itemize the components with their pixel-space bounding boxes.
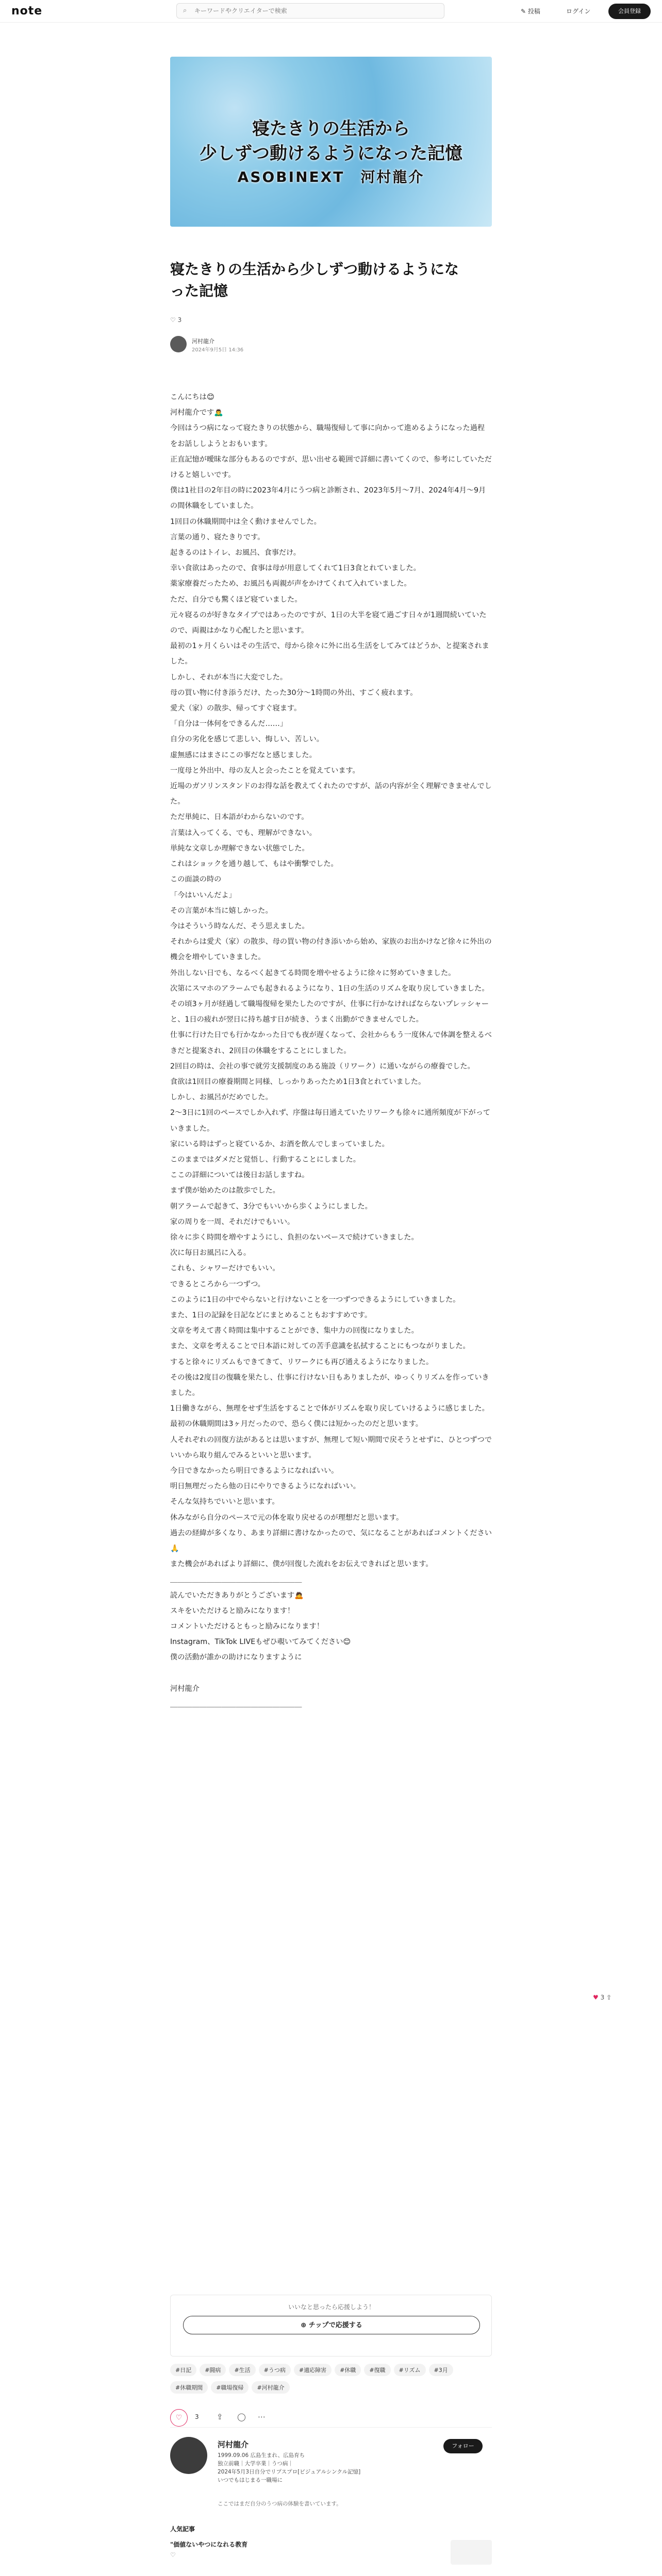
signup-button[interactable]: 会員登録 bbox=[608, 4, 651, 19]
tag-chip[interactable]: #3月 bbox=[429, 2364, 453, 2376]
article-paragraph: 今はそういう時なんだ、そう思えました。 bbox=[170, 922, 309, 930]
search-input[interactable] bbox=[194, 6, 437, 15]
article-paragraph: 自分の劣化を感じて悲しい、悔しい、苦しい。 bbox=[170, 735, 324, 744]
search-icon: ⌕ bbox=[183, 7, 187, 14]
article-banner bbox=[170, 57, 492, 227]
tag-list bbox=[170, 2364, 492, 2399]
article-paragraph: これも、シャワーだけでもいい。 bbox=[170, 1264, 280, 1273]
post-button[interactable] bbox=[521, 7, 540, 15]
share-icon[interactable]: ⇪ bbox=[217, 2412, 223, 2421]
article-paragraph: 河村龍介です🙇‍♂️ bbox=[170, 409, 223, 417]
profile-name[interactable]: 河村龍介 bbox=[218, 2440, 249, 2449]
article-paragraph: 2〜3日に1回のペースでしか入れず、序盤は毎日通えていたリワークも徐々に通所頻度が下がっていきました。 bbox=[170, 1109, 491, 1133]
article-body bbox=[170, 389, 492, 1712]
login-button[interactable]: ログイン bbox=[566, 8, 591, 15]
popular-title[interactable]: "価値ないやつになれる教育 bbox=[170, 2541, 248, 2548]
article-paragraph: ＿＿＿＿＿＿＿＿＿＿＿＿＿＿＿＿＿＿ bbox=[170, 1700, 302, 1708]
article-paragraph: ただ単純に、日本語がわからないのです。 bbox=[170, 813, 309, 822]
search-box[interactable] bbox=[176, 3, 444, 19]
article-paragraph: 「今はいいんだよ」 bbox=[170, 891, 236, 900]
article-paragraph: 仕事に行けた日でも行かなかった日でも夜が遅くなって、会社からもう一度休んで体調を整えるべきだと提案され、2回目の休職をすることにしました。 bbox=[170, 1031, 492, 1055]
tag-chip[interactable]: #生活 bbox=[229, 2364, 255, 2376]
article-paragraph: 一度母と外出中、母の友人と会ったことを覚えています。 bbox=[170, 766, 360, 775]
article-paragraph: 虚無感にはまさにこの事だなと感じました。 bbox=[170, 751, 317, 759]
article-paragraph: 「自分は一体何をできるんだ……」 bbox=[170, 720, 288, 728]
profile-bio bbox=[218, 2451, 434, 2484]
article-paragraph: 僕は1社目の2年目の時に2023年4月にうつ病と診断され、2023年5月〜7月、2024年4月〜9月の間休職をしていました。 bbox=[170, 486, 486, 511]
article-paragraph: できるところから一つずつ。 bbox=[170, 1280, 265, 1289]
article-paragraph: 人それぞれの回復方法があるとは思いますが、無理して短い期間で戻そうとせずに、ひとつずつでいいから取り組んでみるといいと思います。 bbox=[170, 1435, 492, 1460]
tag-chip[interactable]: #リズム bbox=[394, 2364, 426, 2376]
bio-line: 独立前職｜大学卒業｜うつ病｜ bbox=[218, 2461, 293, 2467]
article-paragraph: 言葉は入ってくる、でも、理解ができない。 bbox=[170, 828, 317, 837]
article-paragraph: その後は2度目の復職を果たし、仕事に行けない日もありましたが、ゆっくりリズムを作っていきました。 bbox=[170, 1373, 489, 1397]
article-paragraph: 2回目の時は、会社の事で就労支援制度のある施設（リワーク）に通いながらの療養でした。 bbox=[170, 1062, 475, 1071]
article-paragraph: そんな気持ちでいいと思います。 bbox=[170, 1498, 279, 1506]
article-paragraph: 最初の1ヶ月くらいはその生活で、母から徐々に外に出る生活をしてみてはどうか、と提案されました。 bbox=[170, 642, 489, 666]
share-icon[interactable]: ⇪ bbox=[606, 1994, 612, 2001]
tag-chip[interactable]: #うつ病 bbox=[259, 2364, 291, 2376]
article-paragraph: このままではダメだと覚悟し、行動することにしました。 bbox=[170, 1155, 360, 1164]
popular-thumbnail[interactable] bbox=[451, 2540, 492, 2565]
article-paragraph: こんにちは😊 bbox=[170, 393, 214, 401]
article-paragraph: ただ、自分でも驚くほど寝ていました。 bbox=[170, 595, 302, 604]
bio-line: いつでもはじまる一職場に bbox=[218, 2477, 283, 2483]
article-paragraph: 言葉の通り、寝たきりです。 bbox=[170, 533, 265, 541]
article-paragraph: 家にいる時はずっと寝ているか、お酒を飲んでしまっていました。 bbox=[170, 1140, 389, 1148]
article-paragraph: 今日できなかったら明日できるようになればいい。 bbox=[170, 1467, 339, 1476]
tip-icon: ⊕ bbox=[301, 2321, 309, 2329]
article-paragraph: これはショックを通り越して、もはや衝撃でした。 bbox=[170, 860, 338, 869]
action-bar bbox=[170, 2407, 492, 2428]
tag-chip[interactable]: #日記 bbox=[170, 2364, 196, 2376]
heart-icon: ♡ bbox=[170, 316, 178, 324]
article-paragraph: 文章を考えて書く時間は集中することができ、集中力の回復になりました。 bbox=[170, 1327, 419, 1335]
article-paragraph: 過去の経緯が多くなり、あまり詳細に書けなかったので、気になることがあればコメントください🙏 bbox=[170, 1529, 492, 1553]
profile-more: ここではまだ自分のうつ病の体験を書いています。 bbox=[218, 2501, 342, 2507]
article-paragraph: 母の買い物に付き添うだけ、たった30分〜1時間の外出、すごく疲れます。 bbox=[170, 688, 418, 697]
article-paragraph: 僕の活動が誰かの助けになりますように bbox=[170, 1653, 302, 1662]
article-paragraph: 幸い食欲はあったので、食事は母が用意してくれて1日3食とれていました。 bbox=[170, 564, 421, 573]
article-paragraph: 次に毎日お風呂に入る。 bbox=[170, 1249, 251, 1258]
article-paragraph: その頃3ヶ月が経過して職場復帰を果たしたのですが、仕事に行かなければならないプレッシャーと、1日の疲れが翌日に持ち越す日が続き、うまく出勤ができませんでした。 bbox=[170, 999, 489, 1024]
like-button[interactable]: ♡ bbox=[170, 2409, 188, 2427]
article-paragraph: 外出しない日でも、なるべく起きてる時間を増やせるように徐々に努めていきました。 bbox=[170, 969, 456, 977]
popular-likes bbox=[170, 2551, 176, 2558]
tag-chip[interactable]: #休職 bbox=[335, 2364, 361, 2376]
article-paragraph: 最初の休職期間は3ヶ月だったので、恐らく僕には短かったのだと思います。 bbox=[170, 1420, 423, 1429]
like-count: 3 bbox=[195, 2413, 199, 2420]
article-title: 寝たきりの生活から少しずつ動けるようになった記憶 bbox=[170, 261, 459, 299]
article-paragraph: この面談の時の bbox=[170, 875, 222, 884]
article-paragraph: 次第にスマホのアラームでも起きれるようになり、1日の生活のリズムを取り戻していきました。 bbox=[170, 984, 489, 993]
like-count: 3 bbox=[177, 316, 182, 324]
article-paragraph bbox=[170, 1666, 492, 1681]
side-like-count: 3 bbox=[600, 1994, 605, 2001]
article-paragraph: 河村龍介 bbox=[170, 1684, 200, 1693]
article-paragraph: 愛犬（家）の散歩、帰ってすぐ寝ます。 bbox=[170, 704, 302, 713]
article-paragraph: 単純な文章しか理解できない状態でした。 bbox=[170, 844, 309, 853]
publish-date: 2024年9月5日 14:36 bbox=[192, 347, 244, 353]
tag-chip[interactable]: #適応障害 bbox=[294, 2364, 332, 2376]
popular-heading: 人気記事 bbox=[170, 2526, 195, 2533]
article-paragraph: 今回はうつ病になって寝たきりの状態から、職場復帰して事に向かって進めるようになった過程をお話ししようとおもいます。 bbox=[170, 424, 485, 448]
article-paragraph: しかし、それが本当に大変でした。 bbox=[170, 673, 288, 682]
article-paragraph: しかし、お風呂がだめでした。 bbox=[170, 1093, 273, 1102]
article-paragraph: 読んでいただきありがとうございます🙇 bbox=[170, 1591, 304, 1600]
bio-line: 2024年5月3日自分でリプスプロ[ビジュアルシンクル記憶] bbox=[218, 2469, 361, 2475]
tag-chip[interactable]: #河村龍介 bbox=[252, 2381, 289, 2394]
more-icon[interactable]: ⋯ bbox=[258, 2412, 266, 2421]
comment-icon[interactable]: ◯ bbox=[237, 2412, 246, 2421]
article-paragraph: 朝アラームで起きて、3分でもいいから歩くようにしました。 bbox=[170, 1202, 372, 1211]
article-paragraph: 1日働きながら、無理をせず生活をすることで体がリズムを取り戻していけるように感じました。 bbox=[170, 1404, 489, 1413]
article-paragraph: 薬家療養だったため、お風呂も両親が声をかけてくれて入れていました。 bbox=[170, 580, 411, 588]
article-paragraph: 1回目の休職期間中は全く動けませんでした。 bbox=[170, 517, 321, 526]
heart-icon: ♥ bbox=[593, 1994, 599, 2001]
note-logo[interactable]: note bbox=[11, 5, 43, 18]
author-avatar[interactable] bbox=[170, 336, 187, 352]
article-paragraph: 元々寝るのが好きなタイプではあったのですが、1日の大半を寝て過ごす日々が1週間続いていたので、両親はかなり心配したと思います。 bbox=[170, 611, 487, 635]
article-paragraph: 明日無理だったら他の日にやりできるようになればいい。 bbox=[170, 1482, 360, 1491]
article-paragraph: すると徐々にリズムもできてきて、リワークにも再び通えるようになりました。 bbox=[170, 1358, 434, 1366]
bio-line: 1999.09.06 広島生まれ、広島育ち bbox=[218, 2452, 305, 2459]
article-paragraph: 休みながら自分のペースで元の体を取り戻せるのが理想だと思います。 bbox=[170, 1513, 404, 1522]
tag-chip[interactable]: #職場復帰 bbox=[211, 2381, 249, 2394]
article-paragraph: このように1日の中でやらないと行けないことを一つずつできるようにしていきました。 bbox=[170, 1295, 460, 1304]
article-paragraph: また、1日の記録を日記などにまとめることもおすすめです。 bbox=[170, 1311, 372, 1319]
article-paragraph: 家の周りを一周、それだけでもいい。 bbox=[170, 1217, 295, 1226]
tag-chip[interactable]: #復職 bbox=[364, 2364, 390, 2376]
author-profile bbox=[170, 2437, 492, 2514]
article-paragraph: 起きるのはトイレ、お風呂、食事だけ。 bbox=[170, 549, 301, 557]
tip-button[interactable] bbox=[183, 2316, 480, 2334]
follow-button[interactable]: フォロー bbox=[443, 2439, 483, 2453]
article-paragraph: 食欲は1回目の療養期間と同様、しっかりあったため1日3食とれていました。 bbox=[170, 1077, 426, 1086]
profile-avatar[interactable] bbox=[170, 2437, 207, 2474]
banner-line-1: 寝たきりの生活から bbox=[252, 118, 410, 139]
article-paragraph: また、文章を考えることで日本語に対しての苦手意識を払拭することにもつながりました。 bbox=[170, 1342, 470, 1351]
post-label: 投稿 bbox=[527, 8, 540, 15]
author-name[interactable]: 河村龍介 bbox=[192, 338, 214, 345]
article-paragraph: 徐々に歩く時間を増やすようにし、負担のないペースで続けていきました。 bbox=[170, 1233, 419, 1242]
article-paragraph: その言葉が本当に嬉しかった。 bbox=[170, 906, 273, 915]
popular-item[interactable] bbox=[170, 2540, 492, 2569]
tip-question: いいなと思ったら応援しよう！ bbox=[288, 2303, 375, 2311]
side-like[interactable] bbox=[593, 1994, 611, 2001]
banner-line-2: 少しずつ動けるようになった記憶 bbox=[200, 143, 462, 164]
article-paragraph: ＿＿＿＿＿＿＿＿＿＿＿＿＿＿＿＿＿＿ bbox=[170, 1575, 302, 1584]
article-paragraph: ここの詳細については後日お話しますね。 bbox=[170, 1171, 309, 1180]
tip-box bbox=[170, 2295, 492, 2357]
article-paragraph: まず僕が始めたのは散歩でした。 bbox=[170, 1187, 280, 1195]
article-paragraph: スキをいただけると励みになります！ bbox=[170, 1606, 295, 1615]
pen-icon: ✎ bbox=[521, 8, 528, 15]
article-paragraph: また機会があればより詳細に、僕が回復した流れをお伝えできればと思います。 bbox=[170, 1560, 433, 1569]
article-paragraph: 近場のガソリンスタンドのお得な話を教えてくれたのですが、話の内容が全く理解できませんでした。 bbox=[170, 782, 492, 806]
article-paragraph: 正直記憶が曖昧な部分もあるのですが、思い出せる範囲で詳細に書いてくので、参考にしていただけると嬉しいです。 bbox=[170, 455, 492, 480]
tag-chip[interactable]: #休職期間 bbox=[170, 2381, 208, 2394]
article-paragraph: それからは愛犬（家）の散歩、母の買い物の付き添いから始め、家族のお出かけなど徐々に外出の機会を増やしていきました。 bbox=[170, 938, 492, 962]
article-paragraph: Instagram、TikTok LIVEもぜひ覗いてみてください😊 bbox=[170, 1638, 351, 1647]
tag-chip[interactable]: #闘病 bbox=[200, 2364, 226, 2376]
article-paragraph: コメントいただけるともっと励みになります！ bbox=[170, 1622, 324, 1631]
site-header bbox=[0, 0, 662, 23]
like-row[interactable] bbox=[170, 316, 181, 324]
heart-icon: ♡ bbox=[170, 2551, 176, 2558]
tip-label: チップで応援する bbox=[308, 2321, 362, 2329]
banner-line-3: ASOBINEXT 河村龍介 bbox=[237, 168, 425, 185]
